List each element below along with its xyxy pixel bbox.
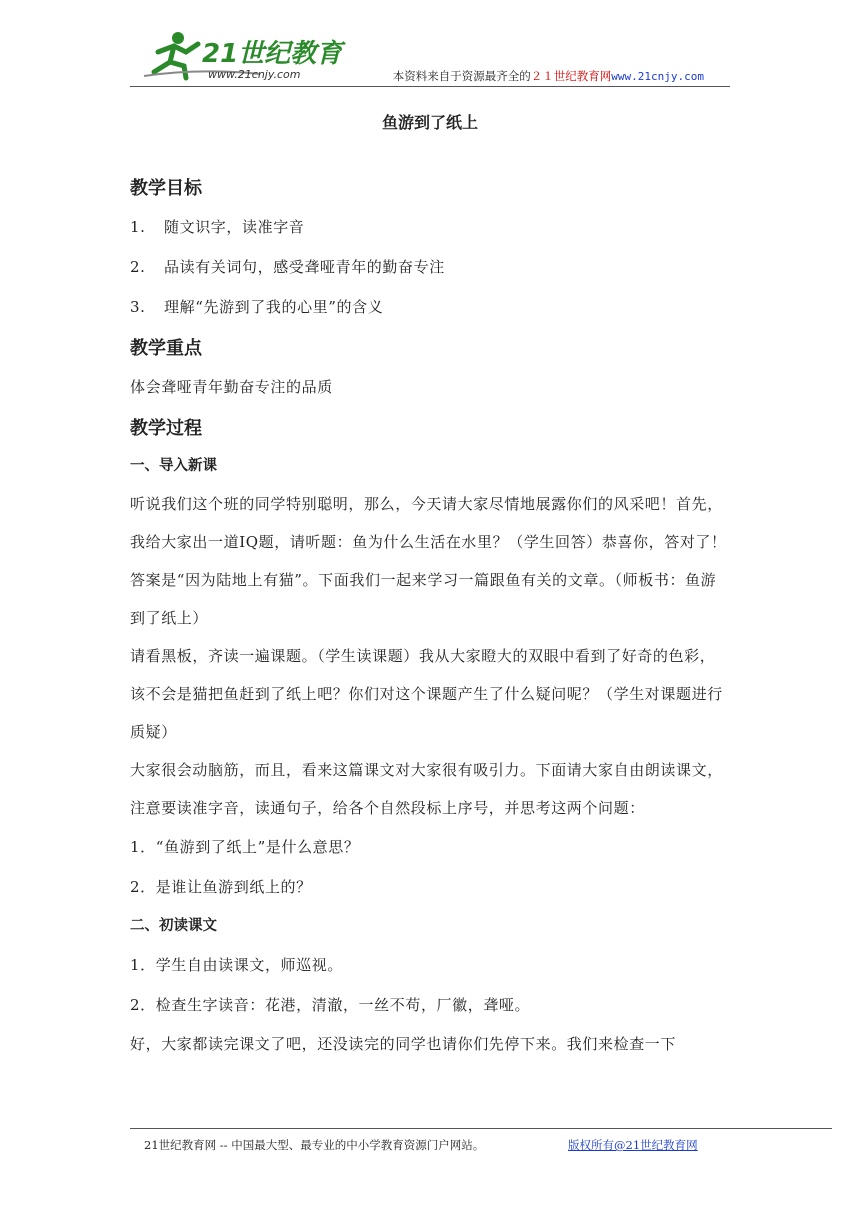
paragraph: 请看黑板，齐读一遍课题。（学生读课题）我从大家瞪大的双眼中看到了好奇的色彩，该不会是猫把鱼赶到了纸上吧？你们对这个课题产生了什么疑问呢？（学生对课题进行质疑）: [130, 647, 723, 741]
svg-text:www.21cnjy.com: www.21cnjy.com: [208, 68, 301, 81]
document-title: 鱼游到了纸上: [381, 113, 478, 132]
document-body: [130, 110, 730, 1063]
list-item: 1．学生自由读课文，师巡视。: [130, 956, 343, 974]
header-note-site: ２１世纪教育网: [530, 69, 612, 83]
objective-item: 1. 随文识字，读准字音: [130, 218, 305, 236]
page-header: [130, 28, 730, 87]
objective-item: 2. 品读有关词句，感受聋哑青年的勤奋专注: [130, 258, 445, 276]
part1-heading: 一、导入新课: [130, 458, 217, 474]
page-footer: [130, 1128, 832, 1152]
footer-copyright-link[interactable]: 版权所有@21世纪教育网: [568, 1138, 698, 1152]
focus-heading: 教学重点: [130, 338, 202, 359]
process-heading: 教学过程: [130, 418, 202, 439]
site-logo[interactable]: [140, 28, 350, 82]
objectives-heading: 教学目标: [130, 178, 202, 199]
part2-heading: 二、初读课文: [130, 918, 217, 934]
question-item: 2．是谁让鱼游到纸上的？: [130, 878, 312, 896]
footer-site-description: 21世纪教育网 -- 中国最大型、最专业的中小学教育资源门户网站。: [144, 1138, 485, 1152]
objective-item: 3. 理解“先游到了我的心里”的含义: [130, 298, 384, 316]
header-source-note: [393, 68, 704, 84]
list-item: 2．检查生字读音：花港，清澈，一丝不苟，厂徽，聋哑。: [130, 996, 531, 1014]
paragraph: 大家很会动脑筋，而且，看来这篇课文对大家很有吸引力。下面请大家自由朗读课文，注意要读准字音，读通句子，给各个自然段标上序号，并思考这两个问题：: [130, 761, 723, 817]
focus-text: 体会聋哑青年勤奋专注的品质: [130, 378, 333, 396]
paragraph: 好，大家都读完课文了吧，还没读完的同学也请你们先停下来。我们来检查一下: [130, 1035, 677, 1053]
header-note-prefix: 本资料来自于资源最齐全的: [392, 69, 531, 83]
question-item: 1．“鱼游到了纸上”是什么意思？: [130, 838, 360, 856]
header-note-url[interactable]: www.21cnjy.com: [611, 70, 704, 83]
paragraph: 听说我们这个班的同学特别聪明，那么，今天请大家尽情地展露你们的风采吧！首先，我给大家出一道IQ题，请听题：鱼为什么生活在水里？（学生回答）恭喜你，答对了！答案是“因为陆地上有猫”。下面我们一起来学习一篇跟鱼有关的文章。（师板书：鱼游到了纸上）: [130, 495, 727, 627]
running-figure-logo-icon: [140, 28, 350, 82]
svg-text:21世纪教育: 21世纪教育: [202, 39, 343, 69]
